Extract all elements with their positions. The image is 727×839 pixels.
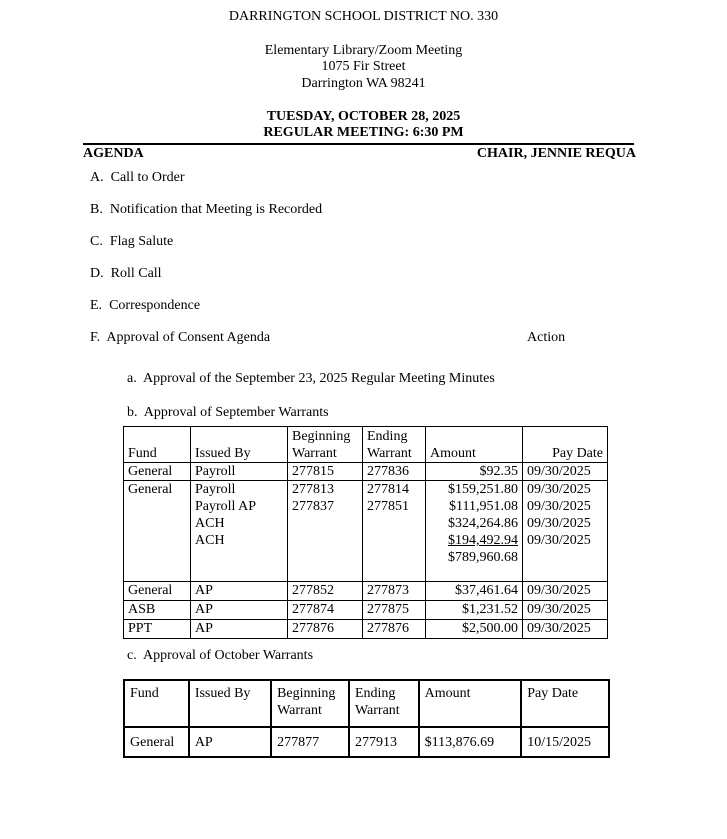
cell: PPT	[124, 620, 191, 639]
cell: 09/30/2025	[523, 601, 608, 620]
amount-total: $789,960.68	[448, 550, 518, 565]
cell: 277814 277851	[363, 481, 426, 582]
meeting-time: REGULAR MEETING: 6:30 PM	[263, 125, 464, 140]
sub-item: b. Approval of September Warrants	[127, 405, 329, 420]
meeting-date: TUESDAY, OCTOBER 28, 2025	[266, 109, 461, 124]
cell: 277876	[363, 620, 426, 639]
header-cell: Issued By	[191, 427, 288, 463]
header-divider	[83, 143, 634, 145]
table-header-row	[124, 427, 608, 463]
cell: 09/30/2025	[523, 582, 608, 601]
agenda-heading: AGENDA	[83, 146, 144, 161]
action-label: Action	[527, 330, 566, 345]
table-header-row	[124, 680, 609, 727]
cell: General	[124, 481, 191, 582]
agenda-item: A. Call to Order	[90, 170, 185, 185]
cell: ASB	[124, 601, 191, 620]
cell: $113,876.69	[419, 727, 522, 757]
table-row	[124, 620, 608, 639]
cell: 277875	[363, 601, 426, 620]
header-cell: Amount	[419, 680, 522, 727]
city-address: Darrington WA 98241	[301, 76, 426, 91]
cell: Payroll Payroll AP ACH ACH	[191, 481, 288, 582]
table-row	[124, 727, 609, 757]
agenda-item: F. Approval of Consent Agenda	[90, 330, 271, 345]
header-cell: Fund	[124, 680, 189, 727]
october-warrants-table	[123, 679, 610, 758]
table-row	[124, 463, 608, 481]
header-cell: Issued By	[189, 680, 271, 727]
cell: 09/30/2025	[523, 463, 608, 481]
cell: $92.35	[426, 463, 523, 481]
table-row	[124, 481, 608, 582]
header-cell: Beginning Warrant	[271, 680, 349, 727]
cell: Payroll	[191, 463, 288, 481]
cell: $1,231.52	[426, 601, 523, 620]
cell: AP	[191, 620, 288, 639]
cell: AP	[189, 727, 271, 757]
agenda-item: D. Roll Call	[90, 266, 162, 281]
cell: 10/15/2025	[521, 727, 609, 757]
meeting-location: Elementary Library/Zoom Meeting	[264, 43, 463, 58]
cell: 277813 277837	[288, 481, 363, 582]
amount-lines: $159,251.80 $111,951.08 $324,264.86	[448, 482, 518, 531]
header-cell: Ending Warrant	[363, 427, 426, 463]
sub-item: c. Approval of October Warrants	[127, 648, 314, 663]
header-cell: Pay Date	[523, 427, 608, 463]
agenda-item: C. Flag Salute	[90, 234, 174, 249]
street-address: 1075 Fir Street	[321, 59, 406, 74]
cell: 277876	[288, 620, 363, 639]
district-name: DARRINGTON SCHOOL DISTRICT NO. 330	[228, 9, 499, 24]
cell: 277873	[363, 582, 426, 601]
cell: AP	[191, 601, 288, 620]
cell	[426, 481, 523, 582]
cell: 277836	[363, 463, 426, 481]
cell: 277877	[271, 727, 349, 757]
cell: 277815	[288, 463, 363, 481]
cell: 09/30/2025	[523, 620, 608, 639]
amount-underlined: $194,492.94	[448, 533, 518, 548]
header-cell: Pay Date	[521, 680, 609, 727]
cell: AP	[191, 582, 288, 601]
agenda-item: B. Notification that Meeting is Recorded	[90, 202, 323, 217]
table-row	[124, 582, 608, 601]
cell: 277874	[288, 601, 363, 620]
cell: 277852	[288, 582, 363, 601]
cell: General	[124, 582, 191, 601]
chair-name: CHAIR, JENNIE REQUA	[476, 146, 636, 161]
cell: General	[124, 463, 191, 481]
header-cell: Beginning Warrant	[288, 427, 363, 463]
cell: 09/30/2025 09/30/2025 09/30/2025 09/30/2025	[523, 481, 608, 582]
cell: $2,500.00	[426, 620, 523, 639]
agenda-item: E. Correspondence	[90, 298, 201, 313]
header-cell: Amount	[426, 427, 523, 463]
header-cell: Ending Warrant	[349, 680, 419, 727]
cell: 277913	[349, 727, 419, 757]
sub-item: a. Approval of the September 23, 2025 Regular Meeting Minutes	[127, 371, 495, 386]
september-warrants-table	[123, 426, 608, 639]
cell: $37,461.64	[426, 582, 523, 601]
header-cell: Fund	[124, 427, 191, 463]
table-row	[124, 601, 608, 620]
cell: General	[124, 727, 189, 757]
